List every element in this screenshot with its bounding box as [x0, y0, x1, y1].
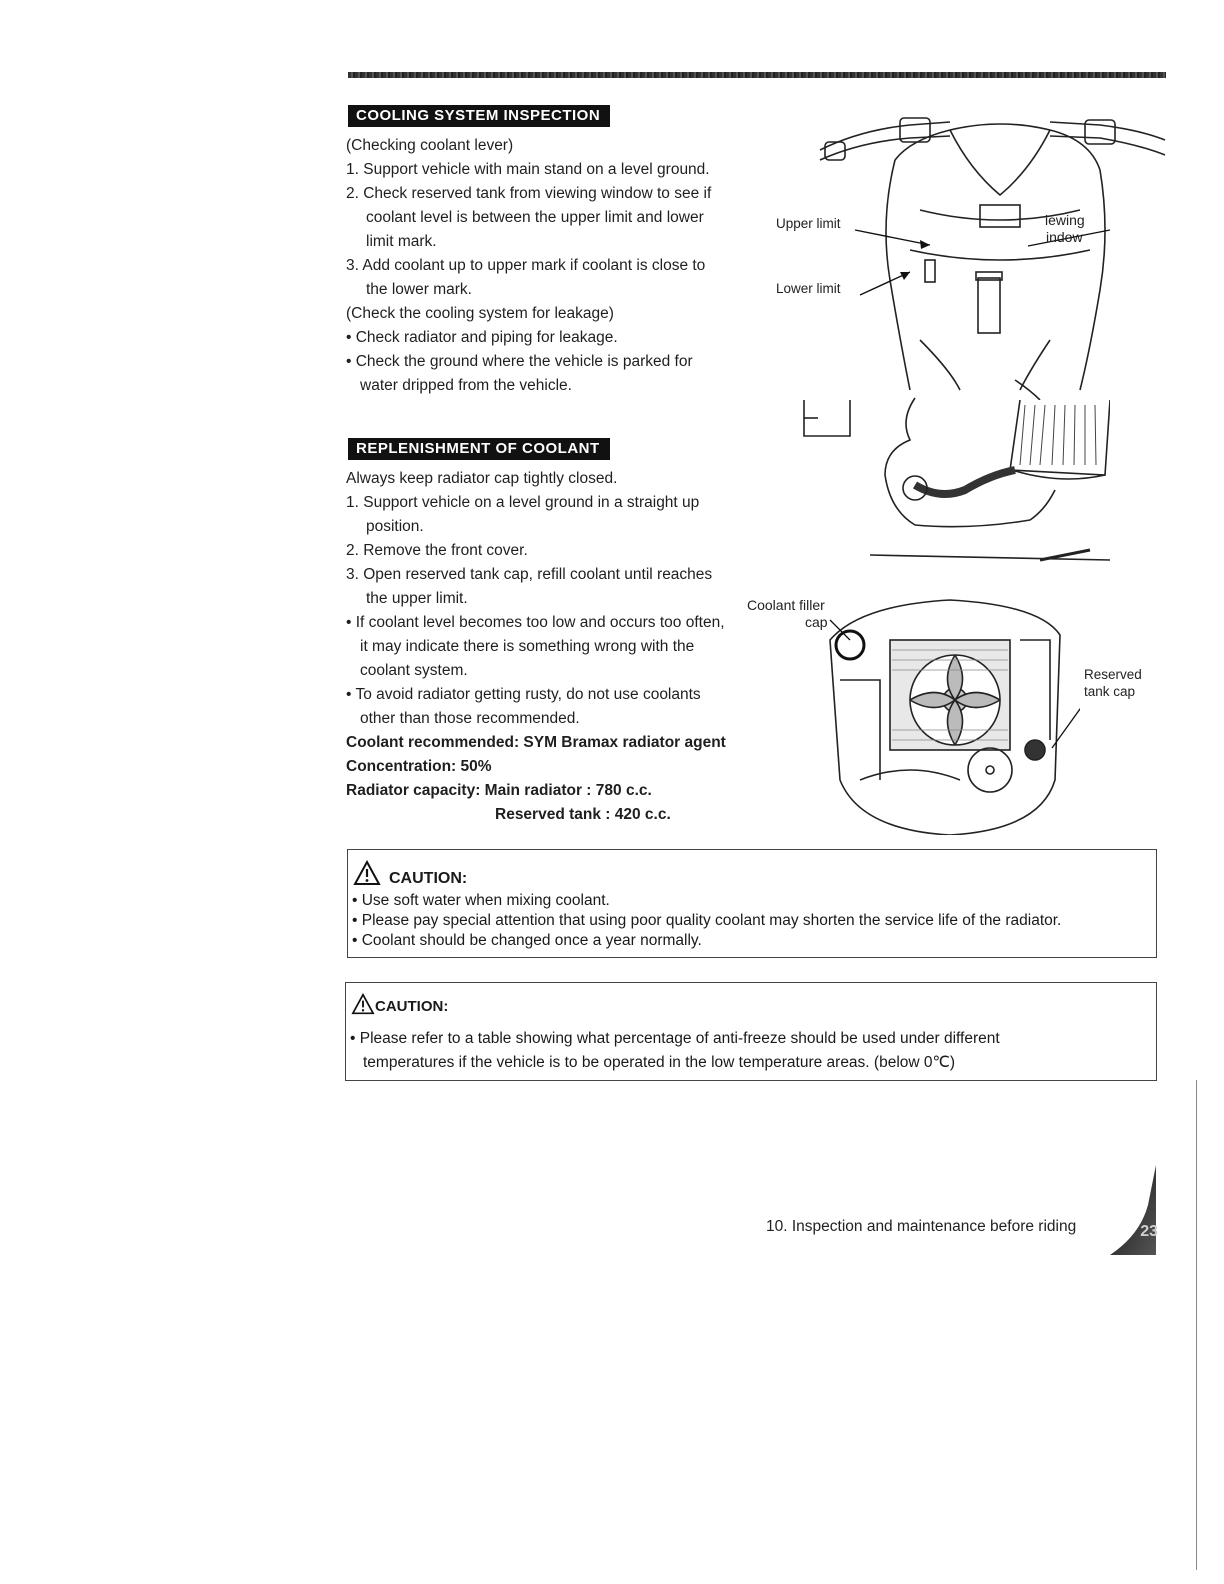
text-line: it may indicate there is something wrong with the: [360, 638, 695, 655]
text-line: (Checking coolant lever): [346, 137, 514, 154]
text-line: water dripped from the vehicle.: [360, 377, 572, 394]
caution-line: • Please pay special attention that using poor quality coolant may shorten the service life of the radiator.: [352, 912, 1062, 929]
spec-line: Coolant recommended: SYM Bramax radiator agent: [346, 734, 726, 751]
section-heading-cooling-inspection: [348, 105, 610, 127]
radiator-assembly-drawing: [820, 580, 1080, 835]
caution-box-2: [345, 982, 1157, 1081]
label-coolant-filler-1: Coolant filler: [747, 597, 825, 613]
text-line: • If coolant level becomes too low and occurs too often,: [346, 614, 725, 631]
page-number: 23: [1140, 1223, 1158, 1240]
text-line: 1. Support vehicle with main stand on a level ground.: [346, 161, 710, 178]
label-upper-limit: Upper limit: [776, 216, 841, 231]
caution-line: • Use soft water when mixing coolant.: [352, 892, 610, 909]
text-line: the lower mark.: [366, 281, 472, 298]
text-line: • Check the ground where the vehicle is parked for: [346, 353, 693, 370]
spec-line: Reserved tank : 420 c.c.: [495, 806, 671, 823]
caution-header: [351, 993, 448, 1015]
label-viewing-window-2: indow: [1046, 229, 1083, 245]
text-line: the upper limit.: [366, 590, 468, 607]
page-number-tab: [1110, 1165, 1160, 1257]
page-tab-shape: [1110, 1165, 1160, 1257]
caution-1-lines: [352, 891, 1061, 951]
text-line: 2. Remove the front cover.: [346, 542, 528, 559]
text-line: (Check the cooling system for leakage): [346, 305, 614, 322]
radiator-hose-drawing: [790, 390, 1110, 590]
caution-line: • Please refer to a table showing what percentage of anti-freeze should be used under different: [350, 1030, 1000, 1047]
text-line: coolant system.: [360, 662, 468, 679]
warning-triangle-icon: [353, 860, 381, 886]
label-viewing-window-1: iewing: [1045, 212, 1085, 228]
section-heading-replenishment: [348, 438, 610, 460]
scooter-front-drawing: [800, 100, 1170, 400]
figure-radiator-hose: [790, 390, 1110, 590]
text-line: 2. Check reserved tank from viewing window to see if: [346, 185, 712, 202]
caution-line: • Coolant should be changed once a year normally.: [352, 932, 702, 949]
scan-edge-line: [1196, 1080, 1197, 1570]
spec-line: Concentration: 50%: [346, 758, 492, 775]
text-line: 1. Support vehicle on a level ground in a straight up: [346, 494, 700, 511]
text-line: coolant level is between the upper limit and lower: [366, 209, 704, 226]
cooling-inspection-text: [346, 134, 766, 398]
heading-label: COOLING SYSTEM INSPECTION: [348, 105, 610, 127]
caution-line: temperatures if the vehicle is to be operated in the low temperature areas. (below 0℃): [363, 1054, 956, 1071]
label-reserved-tank-2: tank cap: [1084, 684, 1136, 699]
top-rule: [348, 72, 1166, 78]
text-line: • To avoid radiator getting rusty, do not use coolants: [346, 686, 701, 703]
caution-box-1: [347, 849, 1157, 958]
replenishment-text: [346, 467, 776, 827]
text-line: 3. Add coolant up to upper mark if coolant is close to: [346, 257, 706, 274]
label-reserved-tank-1: Reserved: [1084, 667, 1142, 682]
caution-title: CAUTION:: [375, 998, 449, 1015]
upper-arrowhead: [920, 240, 930, 249]
text-line: limit mark.: [366, 233, 437, 250]
footer-chapter-title: 10. Inspection and maintenance before riding: [766, 1218, 1077, 1235]
heading-label: REPLENISHMENT OF COOLANT: [348, 438, 610, 460]
text-line: other than those recommended.: [360, 710, 580, 727]
text-line: Always keep radiator cap tightly closed.: [346, 470, 618, 487]
text-line: • Check radiator and piping for leakage.: [346, 329, 618, 346]
caution-header: [353, 860, 467, 886]
figure-scooter-front: [800, 100, 1170, 400]
label-lower-limit: Lower limit: [776, 281, 841, 296]
warning-triangle-icon: [351, 993, 375, 1015]
text-line: position.: [366, 518, 424, 535]
text-line: 3. Open reserved tank cap, refill coolant until reaches: [346, 566, 713, 583]
label-coolant-filler-2: cap: [805, 614, 828, 630]
caution-2-lines: [350, 1027, 1000, 1075]
figure-radiator-assembly: [820, 580, 1080, 835]
spec-line: Radiator capacity: Main radiator : 780 c.c.: [346, 782, 652, 799]
caution-title: CAUTION:: [389, 870, 468, 887]
